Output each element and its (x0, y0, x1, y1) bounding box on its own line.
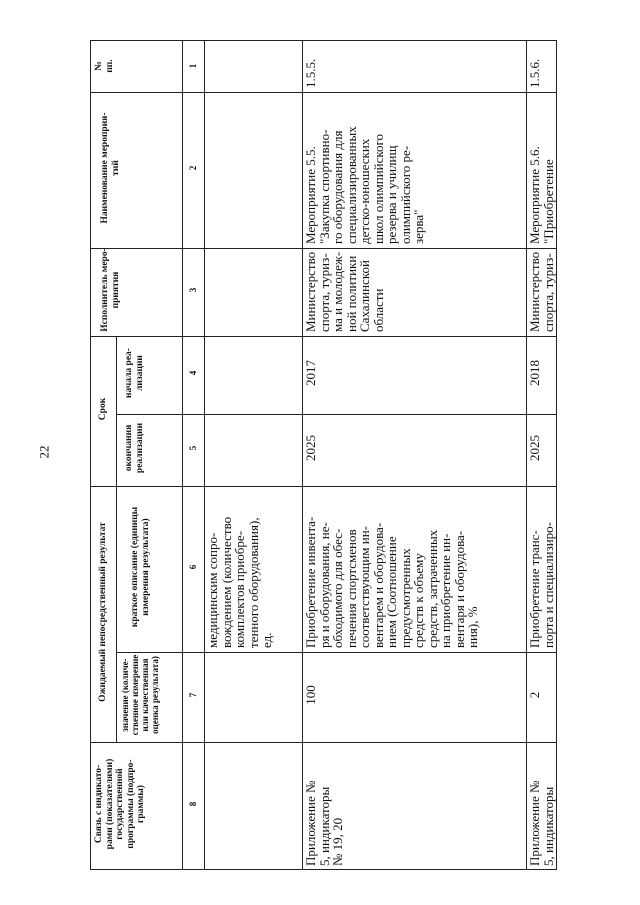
row2-end: 2025 (303, 435, 318, 461)
header-col5: окончания реализации (124, 422, 145, 474)
header-col1: № пп. (94, 59, 115, 73)
row3-name: Мероприятие 5.6. "Приобретение (527, 146, 556, 244)
colnum-8: 8 (188, 801, 198, 807)
colnum-2: 2 (188, 165, 198, 171)
colnum-6: 6 (188, 564, 198, 570)
row2-description: Приобретение инвента- ря и оборудования, не- обходимого для обес- печения спортсменов соответствующим ин- вентарем и оборудова- нием (Соотношение предусмотренных средств к объему средств, затраченных на приобретение ин- вентаря и оборудова- ния), % (303, 516, 480, 648)
colnum-3: 3 (188, 287, 198, 293)
row2-start: 2017 (303, 360, 318, 386)
row3-value: 2 (527, 691, 542, 699)
header-col3: Исполнитель меро- приятия (100, 248, 121, 332)
header-col2: Наименование мероприя- тий (100, 112, 121, 224)
row3-link: Приложение № 5, индикаторы (527, 780, 556, 866)
row2-name: Мероприятие 5.5. "Закупка спортивно- го оборудования для специализированных детско-юношеских школ олимпийского резерва и училищ олимпийского ре- зерва" (303, 126, 426, 244)
row3-num: 1.5.6. (527, 58, 542, 88)
colnum-1: 1 (188, 63, 198, 69)
colnum-5: 5 (188, 445, 198, 451)
row3-start: 2018 (527, 360, 542, 386)
header-col7: значение (количе- ственное измерение или качественная оценка результата) (120, 654, 160, 736)
header-srok: Срок (98, 397, 108, 421)
row3-description: Приобретение транс- порта и специализиро- (527, 521, 556, 648)
colnum-7: 7 (188, 692, 198, 698)
header-result: Ожидаемый непосредственный результат (98, 522, 108, 702)
document-table (90, 40, 590, 870)
page-number: 22 (36, 445, 52, 459)
row2-num: 1.5.5. (303, 58, 318, 88)
row1-description: медицинским сопро- вождением (количество комплектов приобре- тенного оборудования), ед. (205, 516, 274, 648)
header-col8: Связь с индикато- рами (показателями) государственной программы (подпро- граммы) (94, 758, 146, 850)
row3-executor: Министерство спорта, туриз- (527, 251, 556, 332)
header-col4: начала реа- лизации (124, 348, 145, 398)
row2-link: Приложение № 5, индикаторы № 19, 20 (303, 780, 345, 866)
row2-executor: Министерство спорта, туриз- ма и молодеж- ной политики Сахалинской области (303, 251, 386, 332)
header-col6: краткое описание (единицы измерения результата) (130, 506, 151, 628)
colnum-4: 4 (188, 370, 198, 376)
row2-value: 100 (303, 685, 318, 705)
row3-end: 2025 (527, 435, 542, 461)
